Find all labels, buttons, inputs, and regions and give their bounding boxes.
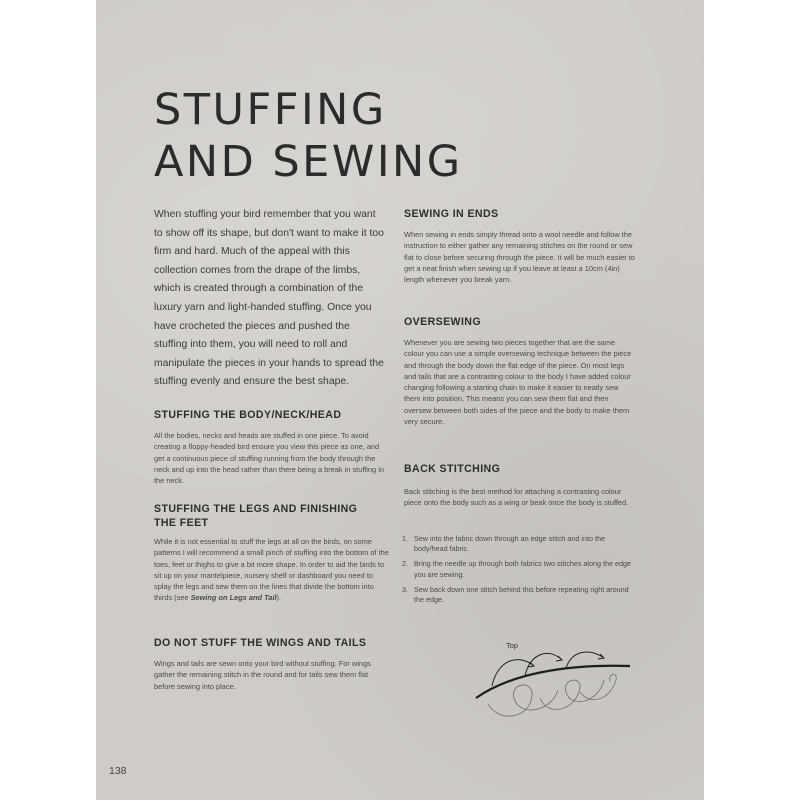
- step-text: Sew back down one stitch behind this before repeating right around the edge.: [414, 584, 629, 605]
- step-number: 3.: [402, 584, 408, 594]
- title-line-2: AND SEWING: [154, 137, 463, 187]
- arrow-head: [556, 656, 562, 661]
- text-sewing-ends: When sewing in ends simply thread onto a wool needle and follow the instruction to either gather any remaining stitches on the round or sew flat to close before securing through the piece. It will be much easier to get a neat finish when sewing up if you leave at least a 10cm (4in) length whenever you break yarn.: [404, 230, 635, 285]
- heading-stuffing-legs: [154, 502, 394, 530]
- page-number: 138: [109, 765, 127, 777]
- page-title: [154, 84, 463, 188]
- text-stuffing-legs-end: ).: [276, 593, 282, 603]
- text-stuffing-body: All the bodies, necks and heads are stuffed in one piece. To avoid creating a floppy-headed bird ensure you view this piece as one, and get a continuous piece of stuffing running from the body through the neck and up into the head rather than there being a break in stuffing in the neck.: [154, 431, 384, 486]
- diagram-label-top: Top: [506, 641, 519, 650]
- back-stitching-steps: [402, 534, 632, 610]
- heading-sewing-ends: SEWING IN ENDS: [404, 208, 499, 220]
- text-wings-tails: Wings and tails are sewn onto your bird without stuffing. For wings gather the remaining stitch in the round and for tails sew them flat before sewing into place.: [154, 659, 371, 691]
- step-item: [402, 585, 632, 605]
- heading-stuffing-legs-line1: STUFFING THE LEGS AND FINISHING: [154, 503, 358, 515]
- intro-paragraph: When stuffing your bird remember that you want to show off its shape, but don't want to make it too firm and hard. Much of the appeal with this collection comes from the drape of the limbs, which is created through a combination of the luxury yarn and light-handed stuffing. Once you have crocheted the pieces and pushed the stuffing into them, you will need to roll and manipulate the pieces in your hands to spread the stuffing evenly and ensure the best shape.: [154, 209, 384, 388]
- reference-link: Sewing on Legs and Tail: [190, 593, 277, 603]
- text-stuffing-legs-body: While it is not essential to stuff the legs at all on the birds, on some patterns I will recommend a small pinch of stuffing into the bottom of the toes, feet or thighs to give a bit more shape. In order to aid the birds to sit up on your mantelpiece, nursery shelf or dashboard you need to splay the legs and sew them on the lines that divide the bottom into thirds (see: [154, 537, 389, 603]
- title-line-1: STUFFING: [154, 85, 387, 135]
- back-stitch-diagram: [470, 636, 640, 726]
- stitch-loop: [488, 685, 558, 716]
- stitch-arrow: [492, 660, 534, 686]
- step-text: Bring the needle up through both fabrics two stitches along the edge you are sewing.: [414, 559, 631, 579]
- heading-wings-tails: DO NOT STUFF THE WINGS AND TAILS: [154, 637, 367, 649]
- step-text: Sew into the fabric down through an edge stitch and into the body/head fabric.: [414, 534, 605, 554]
- heading-stuffing-body: STUFFING THE BODY/NECK/HEAD: [154, 409, 342, 421]
- heading-back-stitching: BACK STITCHING: [404, 463, 501, 475]
- text-oversewing: Whenever you are sewing two pieces together that are the same colour you can use a simple oversewing technique between the piece and through the body down the flat edge of the piece. On most legs and tails that are a contrasting colour to the body I have added colour changing following a starting chain to make it easier to neatly sew them into position. This means you can sew them flat and then oversew between both sides of the piece and the body to make them very secure.: [404, 338, 632, 427]
- step-number: 1.: [402, 534, 408, 543]
- step-item: [402, 534, 632, 554]
- fabric-edge-line: [476, 666, 630, 698]
- text-back-stitching: Back stitching is the best method for attaching a contrasting colour piece onto the body such as a wing or beak once the body is stuffed.: [404, 487, 629, 508]
- step-number: 2.: [402, 559, 408, 569]
- heading-oversewing: OVERSEWING: [404, 316, 481, 328]
- stitch-loop: [540, 680, 604, 709]
- step-item: [402, 559, 632, 579]
- stitch-loop: [580, 674, 616, 699]
- text-stuffing-legs: [154, 536, 392, 604]
- heading-stuffing-legs-line2: THE FEET: [154, 517, 209, 529]
